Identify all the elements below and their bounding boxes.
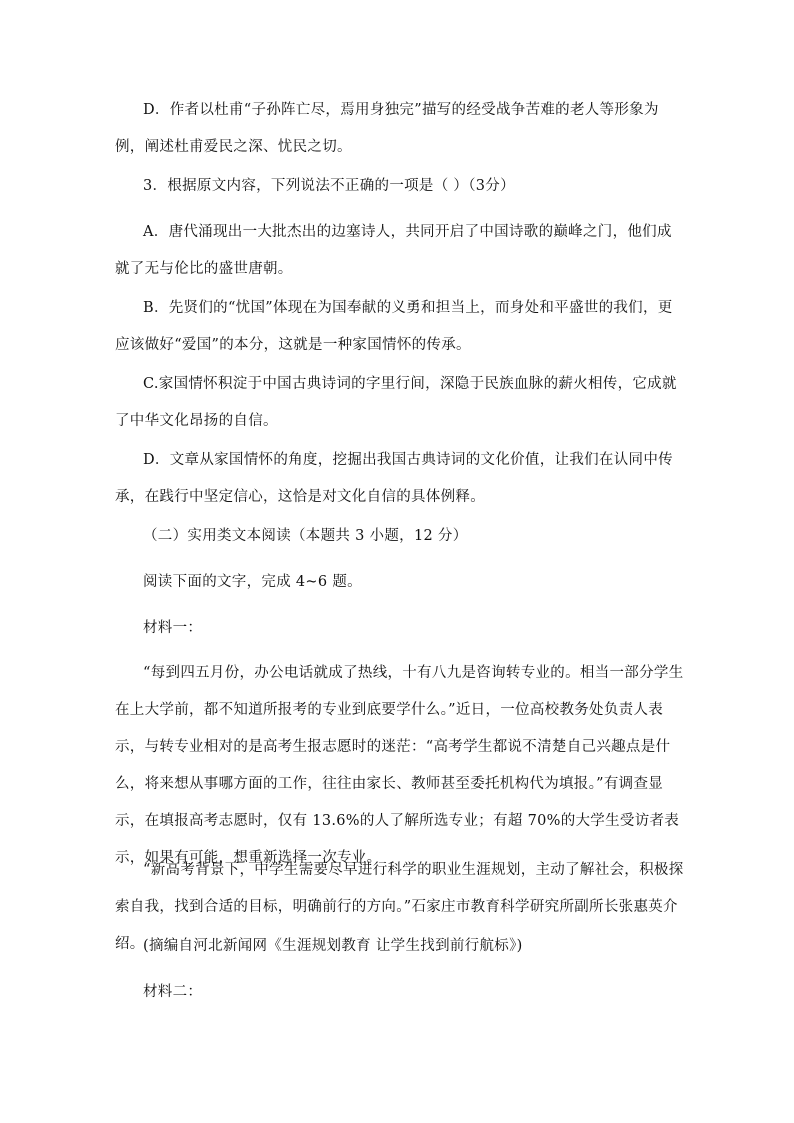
section-heading: （二）实用类文本阅读（本题共 3 小题，12 分）	[143, 528, 468, 544]
material-one-paragraph-2: “新高考背景下，中学生需要尽早进行科学的职业生涯规划，主动了解社会，积极探索自我，找到合适的目标，明确前行的方向。”石家庄市教育科学研究所副所长张惠英介绍。	[115, 862, 684, 952]
material-one-label: 材料一：	[143, 620, 203, 636]
question-3-paragraph: 3．根据原文内容，下列说法不正确的一项是（ ）（3分）	[143, 178, 515, 194]
option-b-paragraph: B．先贤们的“忧国”体现在为国奉献的义勇和担当上，而身处和平盛世的我们，更应该做好“爱国”的本分，这就是一种家国情怀的传承。	[115, 300, 673, 353]
option-d2-paragraph: D．文章从家国情怀的角度，挖掘出我国古典诗词的文化价值，让我们在认同中传承，在践行中坚定信心，这恰是对文化自信的具体例释。	[115, 452, 673, 505]
reading-instruction: 阅读下面的文字，完成 4~6 题。	[143, 574, 362, 590]
option-a-paragraph: A．唐代涌现出一大批杰出的边塞诗人，共同开启了中国诗歌的巅峰之门，他们成就了无与伦比的盛世唐朝。	[115, 224, 672, 277]
material-two-label: 材料二：	[143, 984, 203, 1000]
option-c-paragraph: C.家国情怀积淀于中国古典诗词的字里行间，深隐于民族血脉的薪火相传，它成就了中华文化昂扬的自信。	[115, 376, 677, 429]
option-d-paragraph: D．作者以杜甫“子孙阵亡尽，焉用身独完”描写的经受战争苦难的老人等形象为例，阐述杜甫爱民之深、忧民之切。	[115, 102, 659, 155]
material-one-paragraph-1: “每到四五月份，办公电话就成了热线，十有八九是咨询转专业的。相当一部分学生在上大学前，都不知道所报考的专业到底要学什么。”近日，一位高校教务处负责人表示，与转专业相对的是高考生报志愿时的迷茫：“高考学生都说不清楚自己兴趣点是什么，将来想从事哪方面的工作，往往由家长、教师甚至委托机构代为填报。”有调查显示，在填报高考志愿时，仅有 13.6%的人了解所选专业；有超 70%的大学生受访者表示，如果有可能，想重新选择一次专业。	[115, 665, 684, 866]
source-citation: (摘编自河北新闻网《生涯规划教育 让学生找到前行航标》)	[143, 938, 523, 954]
